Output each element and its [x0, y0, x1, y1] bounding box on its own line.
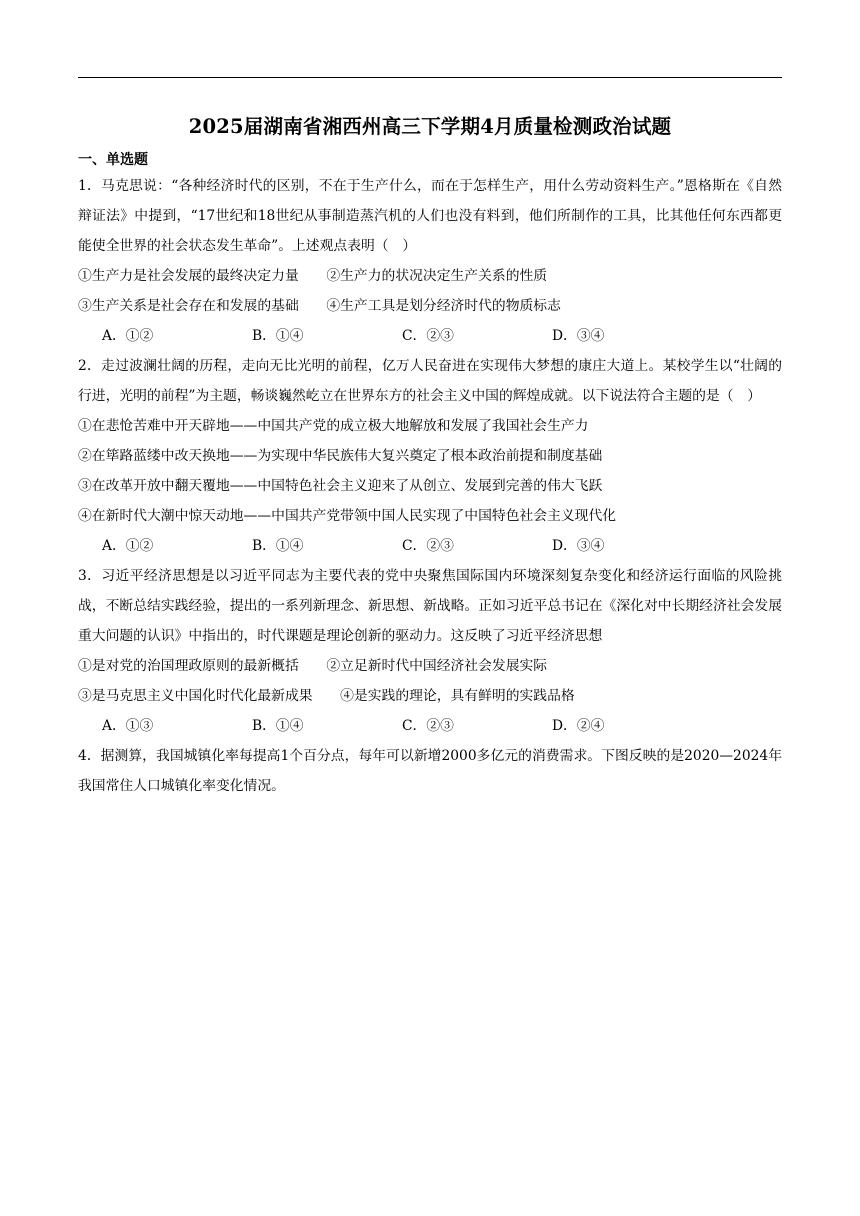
choice-a: A．①③ [102, 718, 154, 734]
question-list [78, 171, 782, 801]
choice-b: B．①④ [252, 328, 304, 344]
statement-line: ③生产关系是社会存在和发展的基础 ④生产工具是划分经济时代的物质标志 [78, 298, 561, 314]
question-stem: 4．据测算，我国城镇化率每提高1个百分点，每年可以新增2000多亿元的消费需求。下图反映的是2020—2024年我国常住人口城镇化率变化情况。 [78, 748, 782, 794]
choice-b: B．①④ [252, 538, 304, 554]
choice-a: A．①② [102, 538, 154, 554]
statement-line: ③在改革开放中翻天覆地——中国特色社会主义迎来了从创立、发展到完善的伟大飞跃 [78, 478, 603, 494]
choice-c: C．②③ [402, 538, 454, 554]
statement-line: ①生产力是社会发展的最终决定力量 ②生产力的状况决定生产关系的性质 [78, 268, 548, 284]
statement-line: ④在新时代大潮中惊天动地——中国共产党带领中国人民实现了中国特色社会主义现代化 [78, 508, 617, 524]
answer-choices [78, 321, 782, 351]
choice-a: A．①② [102, 328, 154, 344]
statement-line: ③是马克思主义中国化时代化最新成果 ④是实践的理论，具有鲜明的实践品格 [78, 688, 575, 704]
choice-c: C．②③ [402, 328, 454, 344]
answer-choices [78, 711, 782, 741]
section-heading: 一、单选题 [78, 152, 148, 168]
choice-d: D．②④ [552, 718, 605, 734]
question-4 [78, 741, 782, 801]
question-3 [78, 561, 782, 741]
choice-b: B．①④ [252, 718, 304, 734]
question-stem: 1．马克思说：“各种经济时代的区别，不在于生产什么，而在于怎样生产，用什么劳动资料生产。”恩格斯在《自然辩证法》中提到，“17世纪和18世纪从事制造蒸汽机的人们也没有料到，他们所制作的工具，比其他任何东西都更能使全世界的社会状态发生革命”。上述观点表明（ ） [78, 178, 782, 254]
page-title: 2025届湖南省湘西州高三下学期4月质量检测政治试题 [188, 115, 672, 138]
question-stem: 3．习近平经济思想是以习近平同志为主要代表的党中央聚焦国际国内环境深刻复杂变化和经济运行面临的风险挑战，不断总结实践经验，提出的一系列新理念、新思想、新战略。正如习近平总书记在《深化对中长期经济社会发展重大问题的认识》中指出的，时代课题是理论创新的驱动力。这反映了习近平经济思想 [78, 568, 782, 644]
statement-line: ①在悲怆苦难中开天辟地——中国共产党的成立极大地解放和发展了我国社会生产力 [78, 418, 589, 434]
choice-c: C．②③ [402, 718, 454, 734]
question-2 [78, 351, 782, 561]
statement-line: ②在筚路蓝缕中改天换地——为实现中华民族伟大复兴奠定了根本政治前提和制度基础 [78, 448, 603, 464]
question-stem: 2．走过波澜壮阔的历程，走向无比光明的前程，亿万人民奋进在实现伟大梦想的康庄大道上。某校学生以“壮阔的行进，光明的前程”为主题，畅谈巍然屹立在世界东方的社会主义中国的辉煌成就。以下说法符合主题的是（ ） [78, 358, 782, 404]
header-rule [78, 77, 782, 78]
question-1 [78, 171, 782, 351]
statement-line: ①是对党的治国理政原则的最新概括 ②立足新时代中国经济社会发展实际 [78, 658, 548, 674]
choice-d: D．③④ [552, 328, 605, 344]
choice-d: D．③④ [552, 538, 605, 554]
answer-choices [78, 531, 782, 561]
